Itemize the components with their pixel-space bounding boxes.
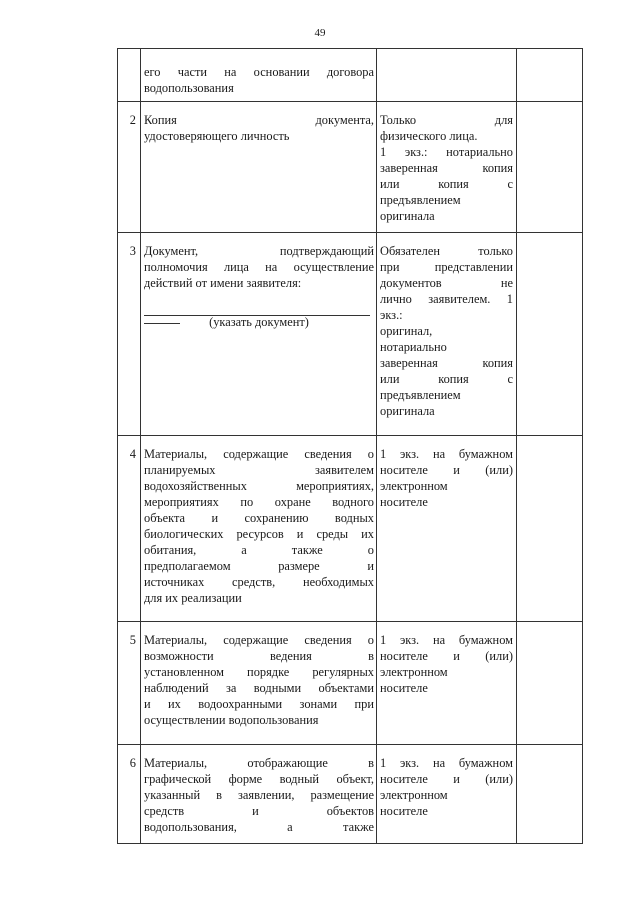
requirement-line: 1 экз. на бумажном bbox=[380, 756, 513, 770]
row-number-cell: 5 bbox=[118, 622, 141, 745]
requirements-cell bbox=[377, 102, 517, 233]
requirement-line: 1 экз. на бумажном bbox=[380, 633, 513, 647]
empty-cell bbox=[517, 745, 583, 844]
document-line: действий от имени заявителя: bbox=[144, 276, 302, 290]
requirement-line: электронном bbox=[380, 479, 448, 493]
document-line: предполагаемом размере и bbox=[144, 559, 374, 573]
requirement-line: предъявлением bbox=[380, 388, 461, 402]
requirements-cell bbox=[377, 622, 517, 745]
document-line: Материалы, содержащие сведения о bbox=[144, 633, 374, 647]
document-line: водопользования bbox=[144, 81, 234, 95]
requirement-line: заверенная копия bbox=[380, 356, 513, 370]
row-number-cell: 2 bbox=[118, 102, 141, 233]
document-cell bbox=[141, 49, 377, 102]
requirement-line: носителе и (или) bbox=[380, 649, 513, 663]
requirement-line: физического лица. bbox=[380, 129, 478, 143]
empty-cell bbox=[517, 436, 583, 622]
empty-cell bbox=[517, 622, 583, 745]
table-row bbox=[118, 49, 583, 102]
requirement-line: оригинал, bbox=[380, 324, 433, 338]
requirement-line: носителе bbox=[380, 681, 428, 695]
document-line: осуществлении водопользования bbox=[144, 713, 319, 727]
requirement-line: документов не bbox=[380, 276, 513, 290]
document-line: и их водоохранными зонами при bbox=[144, 697, 374, 711]
document-line: Материалы, содержащие сведения о bbox=[144, 447, 374, 461]
empty-cell bbox=[517, 233, 583, 436]
document-line: средств и объектов bbox=[144, 804, 374, 818]
document-line: водохозяйственных мероприятиях, bbox=[144, 479, 374, 493]
document-cell bbox=[141, 233, 377, 436]
requirement-line: носителе bbox=[380, 804, 428, 818]
requirement-line: Обязателен только bbox=[380, 244, 513, 258]
row-number-cell: 6 bbox=[118, 745, 141, 844]
document-cell bbox=[141, 745, 377, 844]
document-line: водопользования, а также bbox=[144, 820, 374, 834]
requirement-line: 1 экз. на бумажном bbox=[380, 447, 513, 461]
requirement-line: оригинала bbox=[380, 404, 435, 418]
table-row bbox=[118, 436, 583, 622]
document-cell bbox=[141, 102, 377, 233]
requirement-line: экз.: bbox=[380, 308, 403, 322]
requirements-cell bbox=[377, 233, 517, 436]
requirements-cell bbox=[377, 436, 517, 622]
requirement-line: 1 экз.: нотариально bbox=[380, 145, 513, 159]
row-number-cell bbox=[118, 49, 141, 102]
documents-table bbox=[117, 48, 583, 844]
requirement-line: или копия с bbox=[380, 177, 513, 191]
row-number-cell: 4 bbox=[118, 436, 141, 622]
document-line: Материалы, отображающие в bbox=[144, 756, 374, 770]
requirement-line: нотариально bbox=[380, 340, 447, 354]
document-line: Документ, подтверждающий bbox=[144, 244, 374, 258]
table-row bbox=[118, 102, 583, 233]
document-line: графической форме водный объект, bbox=[144, 772, 374, 786]
document-line: обитания, а также о bbox=[144, 543, 374, 557]
document-line: планируемых заявителем bbox=[144, 463, 374, 477]
document-line: мероприятиях по охране водного bbox=[144, 495, 374, 509]
document-line: наблюдений за водными объектами bbox=[144, 681, 374, 695]
document-line: Копия документа, bbox=[144, 113, 374, 127]
document-line: для их реализации bbox=[144, 591, 242, 605]
page-number: 49 bbox=[314, 27, 326, 39]
document-line: указанный в заявлении, размещение bbox=[144, 788, 374, 802]
document-line: возможности ведения в bbox=[144, 649, 374, 663]
document-line: источниках средств, необходимых bbox=[144, 575, 374, 589]
document-line: объекта и сохранению водных bbox=[144, 511, 374, 525]
requirement-line: заверенная копия bbox=[380, 161, 513, 175]
requirements-cell bbox=[377, 745, 517, 844]
document-line: его части на основании договора bbox=[144, 65, 374, 79]
empty-cell bbox=[517, 102, 583, 233]
requirement-line: электронном bbox=[380, 665, 448, 679]
requirement-line: электронном bbox=[380, 788, 448, 802]
table-row bbox=[118, 233, 583, 436]
row-number-cell: 3 bbox=[118, 233, 141, 436]
document-line: установленном порядке регулярных bbox=[144, 665, 374, 679]
document-line: полномочия лица на осуществление bbox=[144, 260, 374, 274]
empty-cell bbox=[517, 49, 583, 102]
requirement-line: Только для bbox=[380, 113, 513, 127]
requirement-line: или копия с bbox=[380, 372, 513, 386]
document-line: удостоверяющего личность bbox=[144, 129, 290, 143]
requirements-cell bbox=[377, 49, 517, 102]
document-cell bbox=[141, 436, 377, 622]
table-row bbox=[118, 622, 583, 745]
requirement-line: носителе и (или) bbox=[380, 463, 513, 477]
requirement-line: при представлении bbox=[380, 260, 513, 274]
requirement-line: носителе и (или) bbox=[380, 772, 513, 786]
requirement-line: предъявлением bbox=[380, 193, 461, 207]
document-cell bbox=[141, 622, 377, 745]
requirement-line: лично заявителем. 1 bbox=[380, 292, 513, 306]
document-hint: (указать документ) bbox=[209, 315, 309, 329]
requirement-line: оригинала bbox=[380, 209, 435, 223]
requirement-line: носителе bbox=[380, 495, 428, 509]
table-row bbox=[118, 745, 583, 844]
document-line: биологических ресурсов и среды их bbox=[144, 527, 374, 541]
